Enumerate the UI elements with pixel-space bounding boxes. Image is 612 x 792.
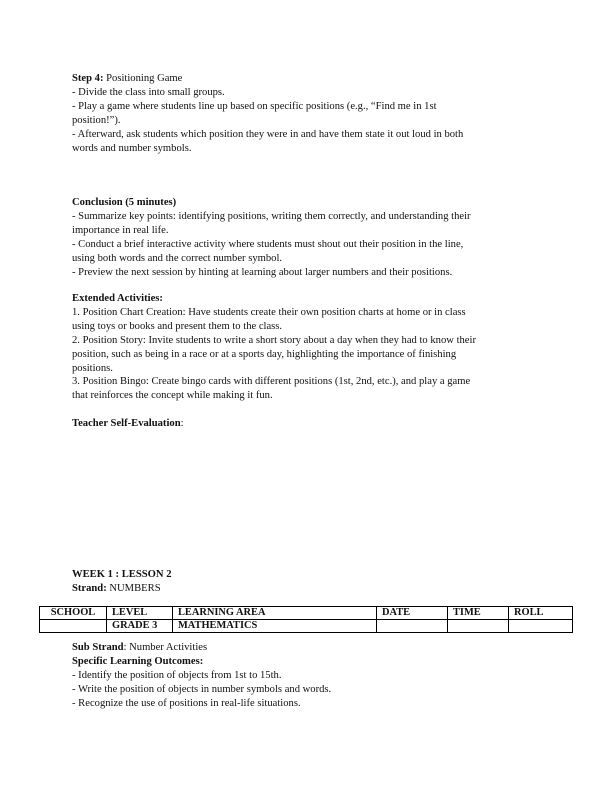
lesson-header <box>72 568 540 596</box>
lesson-info-table <box>39 606 573 633</box>
outcomes-heading: Specific Learning Outcomes: <box>72 655 204 667</box>
strand-value: NUMBERS <box>106 582 161 594</box>
extended-activities-section <box>72 292 540 403</box>
header-date: DATE <box>377 607 448 620</box>
conclusion-section <box>72 196 540 279</box>
self-evaluation-colon: : <box>180 418 184 429</box>
step4-line: - Divide the class into small groups. <box>72 86 225 98</box>
conclusion-line: - Conduct a brief interactive activity where students must shout out their position in the line, <box>72 238 464 250</box>
outcome-line: - Recognize the use of positions in real-life situations. <box>72 697 301 709</box>
extended-activity-line: position, such as being in a race or at a sports day, highlighting the importance of finishing <box>72 348 457 360</box>
extended-activity-line: 1. Position Chart Creation: Have students create their own position charts at home or in class <box>72 306 466 318</box>
table-row <box>40 620 573 633</box>
extended-activities-heading: Extended Activities: <box>72 293 163 304</box>
step4-line: position!”). <box>72 114 121 126</box>
conclusion-line: - Preview the next session by hinting at learning about larger numbers and their positions. <box>72 266 453 278</box>
extended-activity-line: 3. Position Bingo: Create bingo cards with different positions (1st, 2nd, etc.), and play a game <box>72 376 471 388</box>
header-level: LEVEL <box>107 607 173 620</box>
table-header-row <box>40 607 573 620</box>
step4-section <box>72 72 540 155</box>
cell-date <box>377 620 448 633</box>
header-time: TIME <box>448 607 509 620</box>
cell-school <box>40 620 107 633</box>
header-learning-area: LEARNING AREA <box>173 607 377 620</box>
header-roll: ROLL <box>509 607 573 620</box>
cell-level: GRADE 3 <box>107 620 173 633</box>
cell-roll <box>509 620 573 633</box>
step4-label: Step 4: <box>72 73 104 84</box>
header-school: SCHOOL <box>40 607 107 620</box>
outcome-line: - Write the position of objects in number symbols and words. <box>72 683 332 695</box>
week-lesson-title: WEEK 1 : LESSON 2 <box>72 569 172 580</box>
conclusion-line: using both words and the correct number symbol. <box>72 252 283 264</box>
extended-activity-line: using toys or books and present them to the class. <box>72 320 283 332</box>
step4-line: words and number symbols. <box>72 142 192 154</box>
self-evaluation-heading: Teacher Self-Evaluation <box>72 418 181 429</box>
extended-activity-line: positions. <box>72 362 113 374</box>
cell-learning-area: MATHEMATICS <box>173 620 377 633</box>
sub-strand-value: : Number Activities <box>123 642 208 653</box>
step4-title: Positioning Game <box>103 73 183 84</box>
self-evaluation-section <box>72 417 540 431</box>
sub-strand-label: Sub Strand <box>72 642 124 653</box>
extended-activity-line: 2. Position Story: Invite students to write a short story about a day when they had to know their <box>72 334 476 346</box>
outcome-line: - Identify the position of objects from 1st to 15th. <box>72 669 282 681</box>
sub-strand-section <box>72 641 540 711</box>
step4-line: - Play a game where students line up based on specific positions (e.g., “Find me in 1st <box>72 100 437 112</box>
conclusion-heading: Conclusion (5 minutes) <box>72 197 177 208</box>
cell-time <box>448 620 509 633</box>
conclusion-line: - Summarize key points: identifying positions, writing them correctly, and understanding their <box>72 210 471 222</box>
extended-activity-line: that reinforces the concept while making it fun. <box>72 390 273 402</box>
conclusion-line: importance in real life. <box>72 224 169 236</box>
step4-line: - Afterward, ask students which position they were in and have them state it out loud in both <box>72 128 464 140</box>
strand-label: Strand: <box>72 582 107 594</box>
step4-heading-line <box>72 72 540 86</box>
